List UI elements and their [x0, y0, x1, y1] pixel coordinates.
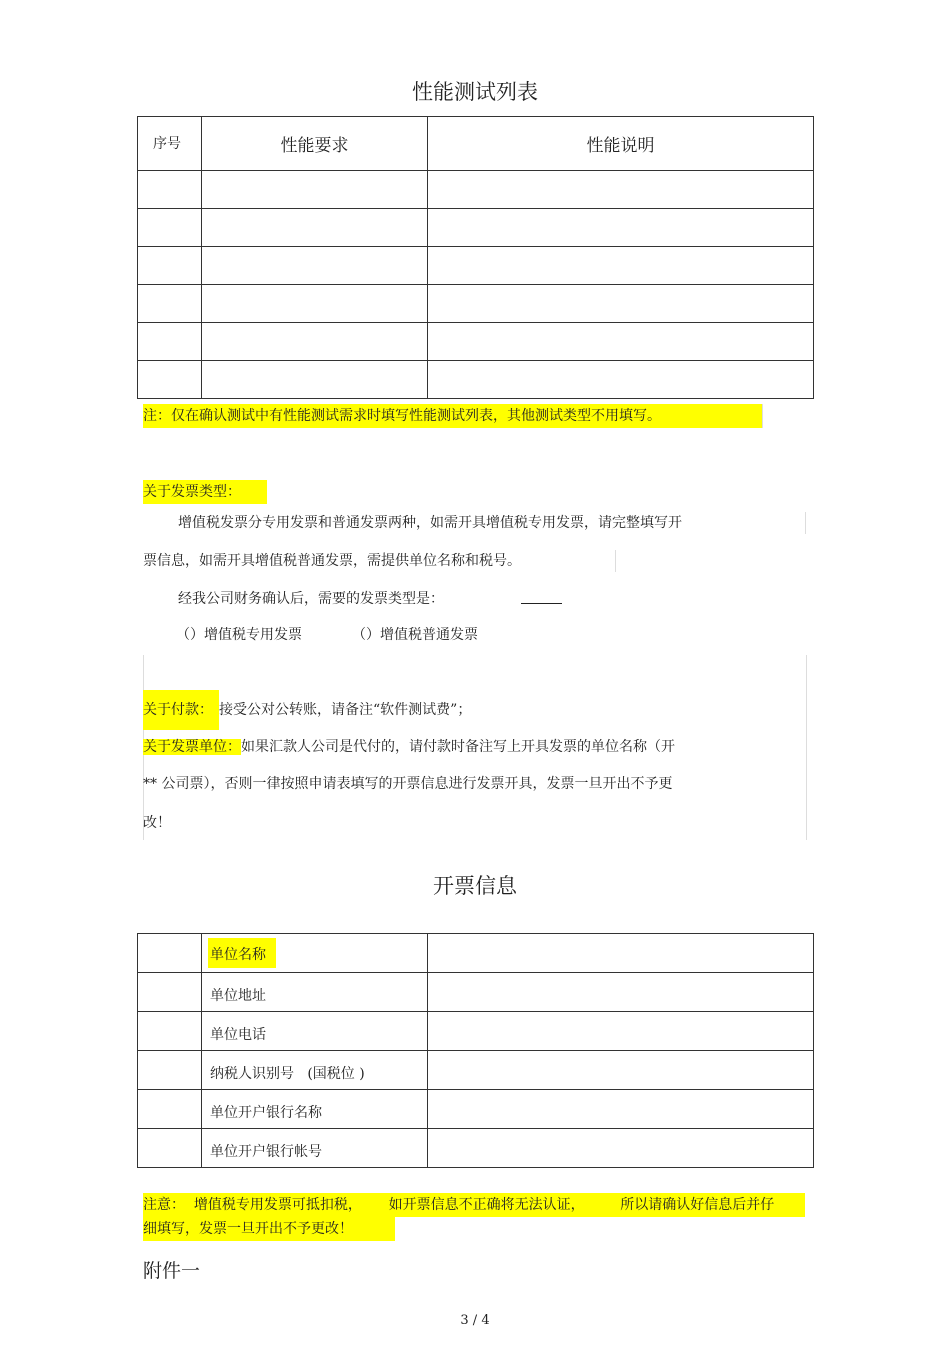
option-general-invoice[interactable]: （）增值税普通发票 — [352, 627, 478, 643]
billing-table — [137, 933, 814, 1168]
invoice-unit-heading: 关于发票单位： — [143, 739, 241, 755]
requirement-cell[interactable] — [202, 171, 428, 209]
description-cell[interactable] — [428, 171, 814, 209]
billing-label-taxpayer-id: 纳税人识别号 (国税位 ) — [210, 1066, 365, 1082]
col-header-index: 序号 — [153, 136, 181, 152]
requirement-cell[interactable] — [202, 209, 428, 247]
billing-title: 开票信息 — [433, 874, 517, 898]
invoice-type-answer-blank[interactable] — [521, 603, 562, 604]
col-header-requirement: 性能要求 — [280, 136, 349, 156]
index-cell[interactable] — [138, 285, 202, 323]
page-number: 3 / 4 — [460, 1313, 490, 1328]
table-row — [138, 171, 814, 209]
requirement-cell[interactable] — [202, 285, 428, 323]
description-cell[interactable] — [428, 285, 814, 323]
billing-label-bank-name: 单位开户银行名称 — [210, 1105, 322, 1121]
notice-line2: 细填写，发票一旦开出不予更改！ — [143, 1217, 395, 1241]
billing-value-phone[interactable] — [428, 1012, 814, 1051]
requirement-cell[interactable] — [202, 247, 428, 285]
table-row — [138, 934, 814, 973]
description-cell[interactable] — [428, 209, 814, 247]
payment-line — [143, 690, 743, 730]
perf-note-text: 注：仅在确认测试中有性能测试需求时填写性能测试列表，其他测试类型不用填写。 — [143, 408, 661, 424]
table-row — [138, 1051, 814, 1090]
payment-text: 接受公对公转账，请备注“软件测试费”； — [219, 702, 472, 718]
invoice-unit-text1: 如果汇款人公司是代付的，请付款时备注写上开具发票的单位名称（开 — [241, 739, 675, 755]
option-special-invoice[interactable]: （）增值税专用发票 — [176, 627, 302, 643]
attachment-heading: 附件一 — [143, 1260, 201, 1282]
billing-value-address[interactable] — [428, 973, 814, 1012]
billing-value-bank-name[interactable] — [428, 1090, 814, 1129]
index-cell[interactable] — [138, 323, 202, 361]
billing-label-unit-name: 单位名称 — [208, 938, 276, 968]
requirement-cell[interactable] — [202, 323, 428, 361]
description-cell[interactable] — [428, 361, 814, 399]
table-row — [138, 323, 814, 361]
requirement-cell[interactable] — [202, 361, 428, 399]
table-row — [138, 973, 814, 1012]
table-row — [138, 1090, 814, 1129]
index-cell[interactable] — [138, 209, 202, 247]
invoice-unit-line3: 改！ — [143, 815, 171, 831]
description-cell[interactable] — [428, 247, 814, 285]
notice-line1: 注意： 增值税专用发票可抵扣税， 如开票信息不正确将无法认证， 所以请确认好信息后并仔 — [143, 1193, 805, 1217]
table-row — [138, 285, 814, 323]
invoice-type-confirm: 经我公司财务确认后，需要的发票类型是： — [178, 591, 444, 607]
table-row — [138, 209, 814, 247]
invoice-type-para-line1: 增值税发票分专用发票和普通发票两种，如需开具增值税专用发票，请完整填写开 — [178, 515, 682, 531]
billing-label-bank-account: 单位开户银行帐号 — [210, 1144, 322, 1160]
perf-table — [137, 116, 814, 399]
billing-value-taxpayer-id[interactable] — [428, 1051, 814, 1090]
invoice-unit-line2: ** 公司票），否则一律按照申请表填写的开票信息进行发票开具，发票一旦开出不予更 — [143, 776, 673, 792]
invoice-type-heading: 关于发票类型： — [143, 480, 267, 504]
index-cell[interactable] — [138, 171, 202, 209]
table-row — [138, 247, 814, 285]
description-cell[interactable] — [428, 323, 814, 361]
invoice-unit-line1 — [143, 736, 763, 758]
billing-label-phone: 单位电话 — [210, 1027, 266, 1043]
index-cell[interactable] — [138, 361, 202, 399]
billing-value-bank-account[interactable] — [428, 1129, 814, 1168]
index-cell[interactable] — [138, 247, 202, 285]
perf-table-title: 性能测试列表 — [412, 80, 538, 104]
perf-note — [143, 404, 762, 428]
invoice-type-para-line2: 票信息，如需开具增值税普通发票，需提供单位名称和税号。 — [143, 553, 521, 569]
table-row — [138, 1129, 814, 1168]
col-header-description: 性能说明 — [586, 136, 655, 156]
billing-value-unit-name[interactable] — [428, 934, 814, 973]
table-row — [138, 1012, 814, 1051]
billing-label-address: 单位地址 — [210, 988, 266, 1004]
payment-heading: 关于付款： — [143, 690, 219, 730]
perf-table-header — [138, 117, 814, 171]
table-row — [138, 361, 814, 399]
